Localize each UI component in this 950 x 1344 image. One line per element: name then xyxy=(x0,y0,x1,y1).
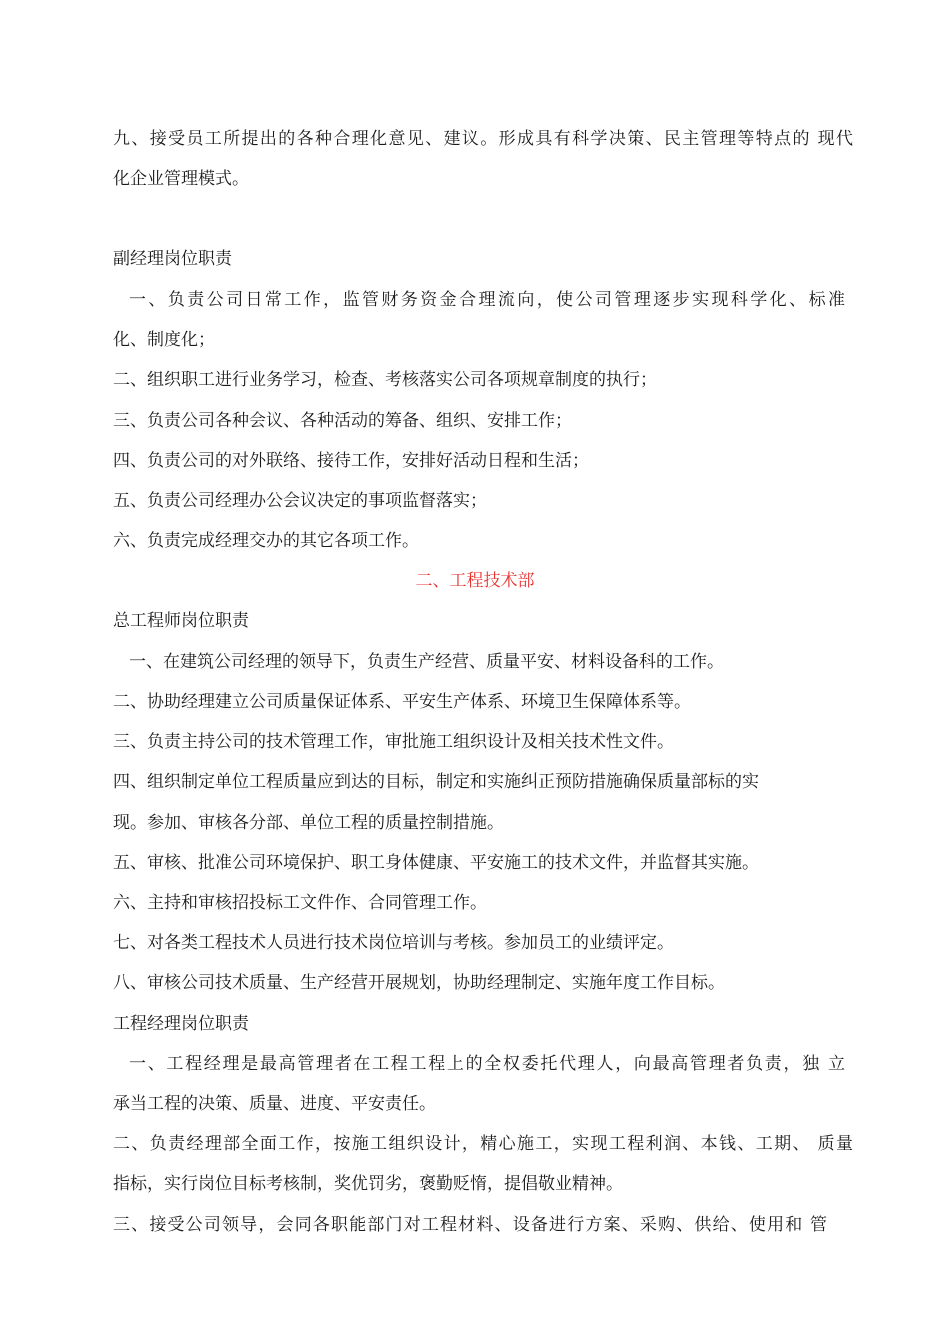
pm-item-one-line-2: 承当工程的决策、质量、进度、平安责任。 xyxy=(113,1094,436,1114)
chief-item-five: 五、审核、批准公司环境保护、职工身体健康、平安施工的技术文件，并监督其实施。 xyxy=(113,853,759,873)
pm-item-two-line-1: 二、负责经理部全面工作，按施工组织设计，精心施工，实现工程利润、本钱、工期、 质量 xyxy=(113,1134,853,1154)
chief-item-two: 二、协助经理建立公司质量保证体系、平安生产体系、环境卫生保障体系等。 xyxy=(113,692,691,712)
deputy-item-one-line-2: 化、制度化； xyxy=(113,330,215,350)
item-nine-line-2: 化企业管理模式。 xyxy=(113,169,249,189)
section-title-deputy-manager: 副经理岗位职责 xyxy=(113,249,232,269)
item-nine-line-1: 九、接受员工所提出的各种合理化意见、建议。形成具有科学决策、民主管理等特点的 现代 xyxy=(113,129,853,149)
deputy-item-six: 六、负责完成经理交办的其它各项工作。 xyxy=(113,531,419,551)
section-title-chief-engineer: 总工程师岗位职责 xyxy=(113,611,249,631)
deputy-item-five: 五、负责公司经理办公会议决定的事项监督落实； xyxy=(113,491,487,511)
deputy-item-one-line-1: 一、负责公司日常工作，监管财务资金合理流向，使公司管理逐步实现科学化、标准 xyxy=(129,290,845,310)
chief-item-eight: 八、审核公司技术质量、生产经营开展规划，协助经理制定、实施年度工作目标。 xyxy=(113,973,725,993)
pm-item-two-line-2: 指标，实行岗位目标考核制，奖优罚劣，褒勤贬惰，提倡敬业精神。 xyxy=(113,1174,623,1194)
chief-item-one: 一、在建筑公司经理的领导下，负责生产经营、质量平安、材料设备科的工作。 xyxy=(129,652,724,672)
chief-item-seven: 七、对各类工程技术人员进行技术岗位培训与考核。参加员工的业绩评定。 xyxy=(113,933,674,953)
deputy-item-two: 二、组织职工进行业务学习，检查、考核落实公司各项规章制度的执行； xyxy=(113,370,657,390)
pm-item-three-line-1: 三、接受公司领导，会同各职能部门对工程材料、设备进行方案、采购、供给、使用和 管 xyxy=(113,1215,827,1235)
deputy-item-four: 四、负责公司的对外联络、接待工作，安排好活动日程和生活； xyxy=(113,451,589,471)
chief-item-three: 三、负责主持公司的技术管理工作，审批施工组织设计及相关技术性文件。 xyxy=(113,732,674,752)
chief-item-four-line-2: 现。参加、审核各分部、单位工程的质量控制措施。 xyxy=(113,813,504,833)
department-heading-engineering: 二、工程技术部 xyxy=(415,571,535,591)
section-title-project-manager: 工程经理岗位职责 xyxy=(113,1014,249,1034)
deputy-item-three: 三、负责公司各种会议、各种活动的筹备、组织、安排工作； xyxy=(113,411,572,431)
chief-item-four-line-1: 四、组织制定单位工程质量应到达的目标，制定和实施纠正预防措施确保质量部标的实 xyxy=(113,772,759,792)
chief-item-six: 六、主持和审核招投标工文件作、合同管理工作。 xyxy=(113,893,487,913)
pm-item-one-line-1: 一、工程经理是最高管理者在工程工程上的全权委托代理人，向最高管理者负责，独 立 xyxy=(129,1054,845,1074)
